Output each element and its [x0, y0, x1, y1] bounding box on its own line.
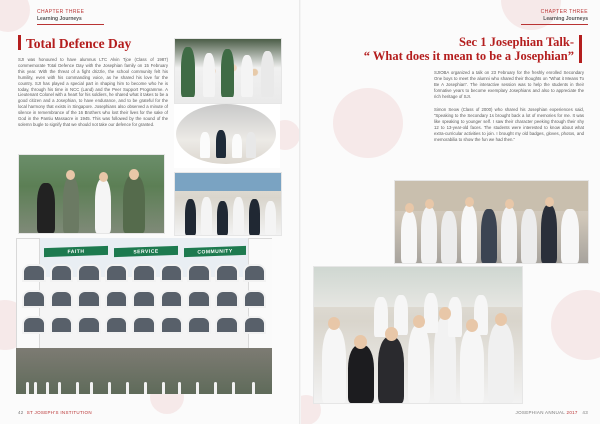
banner-community: COMMUNITY	[184, 246, 246, 257]
left-footer	[18, 410, 92, 415]
left-footer-publication: ST JOSEPH'S INSTITUTION	[26, 410, 92, 415]
article-body-p2: Simon Seow (Class of 2000) who shared his Josephian experiences said, “Speaking to the Secondary 1s brought back a lot of memories for me. It was like speaking to younger self. I saw their character peeking through their shy 12 to 13-year-old faces. The students were interested to know about what extra-curricular activities to join. I brought my old badges, gloves, photos, and memorabilia to show the fun we had then.”	[434, 107, 584, 142]
article-title-line-1: Sec 1 Josephian Talk-	[459, 35, 574, 49]
right-footer-year: 2017	[566, 410, 578, 415]
right-footer-publication: JOSEPHIAN ANNUAL	[515, 410, 565, 415]
chapter-kicker: CHAPTER THREE	[540, 9, 588, 15]
article-body: SJI was honoured to have alumnus LTC Alvin Tjoe (Class of 1987) commemorate Total Defence Day with the Josephian family on 15 February this year. With the threat of a fight drizzle, the school community felt his humility, even with his commanding voice, as he shared his love for the country. SJI has played a special part in shaping him to become who he is today, through his time in NCC (Land) and the Peer Support Programme. A Lieutenant Colonel with a heart for his soldiers, he shared what it takes to be a good citizen and a Josephian, to have endurance, and to be grateful for the local harmony that exists in Singapore. Josephians also observed a minute of silence in remembrance of the 16 Brothers who lost their lives for the sake of God in the Pantiu Massacre in 1945. This was followed by the sound of the solemn bugle to signify that we should not take our defence for granted.	[18, 57, 168, 127]
photo-classroom-students	[313, 266, 523, 404]
article-title: Total Defence Day	[26, 36, 132, 51]
chapter-kicker: CHAPTER THREE	[37, 9, 85, 15]
photo-alumni-group	[394, 180, 589, 264]
right-footer	[516, 410, 588, 415]
chapter-tab	[37, 9, 104, 25]
photo-staff-group	[174, 172, 282, 236]
decor-circle	[333, 88, 403, 158]
assembly-ground	[16, 348, 272, 394]
chapter-tab	[521, 9, 588, 25]
left-page	[0, 0, 299, 424]
title-accent-bar	[18, 35, 21, 50]
left-page-number: 42	[18, 410, 24, 415]
chapter-title: Learning Journeys	[543, 15, 588, 22]
decor-circle	[0, 0, 30, 32]
banner-faith: FAITH	[44, 246, 108, 257]
banner-service: SERVICE	[114, 246, 178, 257]
photo-school-building	[16, 238, 272, 394]
chapter-title: Learning Journeys	[37, 15, 82, 22]
article-title-line-2: “ What does it mean to be a Josephian”	[363, 49, 574, 63]
decor-circle	[551, 290, 600, 360]
right-page-number: 43	[582, 410, 588, 415]
photo-assembly-crowd	[174, 38, 282, 104]
photo-speaker	[18, 154, 165, 234]
title-accent-bar	[579, 35, 582, 63]
article-body-p1: SJIOBA organized a talk on 23 February for the freshly enrolled Secondary One boys to meet the alumni who shared their thoughts on “What it Means To Be A Josephian”. The interactive session was to help the students in their formative years to become exemplary Josephians and also to appreciate the rich heritage of SJI.	[434, 70, 584, 99]
photo-oval-group	[174, 104, 280, 168]
right-page	[301, 0, 600, 424]
